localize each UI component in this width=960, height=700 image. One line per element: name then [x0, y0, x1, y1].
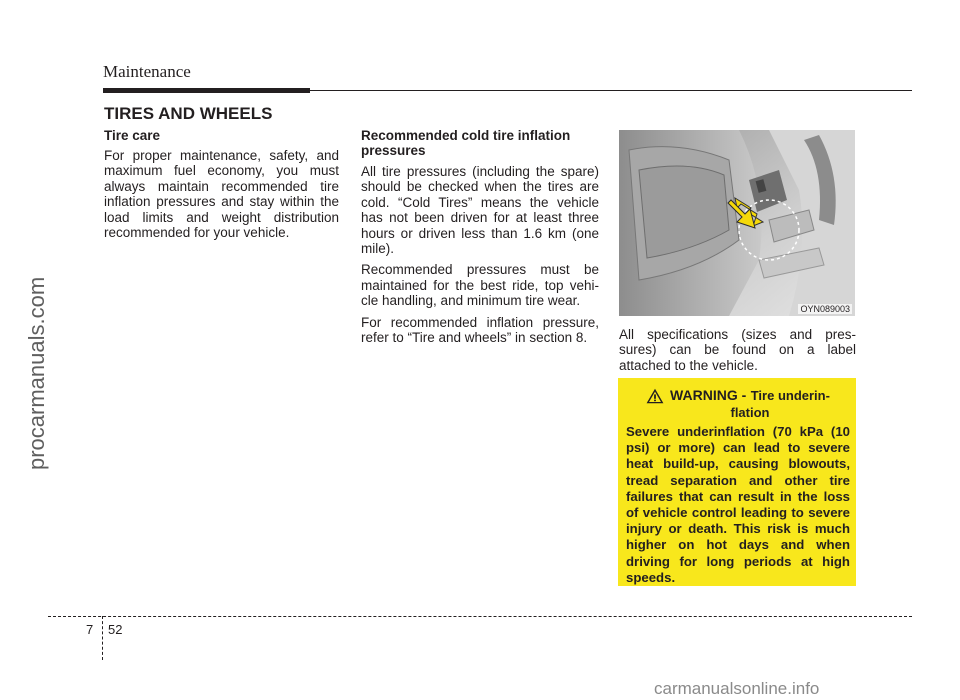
- page-number: 52: [108, 622, 123, 637]
- figure-caption: All specifications (sizes and pres-sures) can be found on a label attached to the vehicle.: [619, 327, 856, 373]
- footer-rule: [48, 616, 912, 617]
- warning-body: Severe underinflation (70 kPa (10 psi) or more) can lead to severe heat build-up, causing blowouts, tread separation and other tire failures that can result in the loss of vehicle control leading to severe injury or death. This risk is much higher on hot days and when driving for long periods at high speeds.: [626, 424, 850, 585]
- header-rule-thick: [103, 88, 310, 93]
- subhead-tire-care: Tire care: [104, 128, 161, 143]
- paragraph-refer-section: For recommended inflation pressure, refer to “Tire and wheels” in section 8.: [361, 314, 599, 346]
- subhead-cold-pressures: Recommended cold tire inflation pressures: [361, 128, 571, 158]
- page-chapter: 7: [86, 622, 94, 637]
- header-rule-thin: [310, 90, 912, 91]
- paragraph-cold-tires: All tire pressures (including the spare) should be checked when the tires are cold. “Cold Tires” means the vehicle has not been driven for at least three hours or driven less than 1.6 km (one mile).: [361, 164, 599, 257]
- warning-header: [626, 387, 850, 420]
- warning-title-line1: Tire underin-: [750, 388, 830, 403]
- watermark-bottom: carmanualsonline.info: [654, 679, 820, 698]
- footer-divider: [102, 616, 103, 660]
- paragraph-tire-care: For proper maintenance, safety, and maximum fuel economy, you must always maintain recommended tire inflation pressures and stay within the load limits and weight distribution recommended for your vehicle.: [104, 148, 339, 241]
- warning-box: [618, 378, 856, 586]
- column-tire-care: [104, 128, 339, 240]
- column-cold-pressures: [361, 128, 599, 345]
- page-heading: TIRES AND WHEELS: [104, 104, 273, 123]
- warning-label: WARNING -: [670, 387, 747, 403]
- section-title: Maintenance: [103, 62, 191, 81]
- warning-title-line2: flation: [730, 405, 770, 420]
- paragraph-recommended-pressures: Recommended pressures must be maintained for the best ride, top vehi-cle handling, and minimum tire wear.: [361, 262, 599, 309]
- watermark-left: procarmanuals.com: [24, 276, 49, 470]
- warning-triangle-icon: [646, 388, 664, 404]
- figure-code: OYN089003: [800, 304, 850, 314]
- tire-label-figure: [619, 130, 855, 316]
- door-pillar-illustration: [619, 130, 855, 316]
